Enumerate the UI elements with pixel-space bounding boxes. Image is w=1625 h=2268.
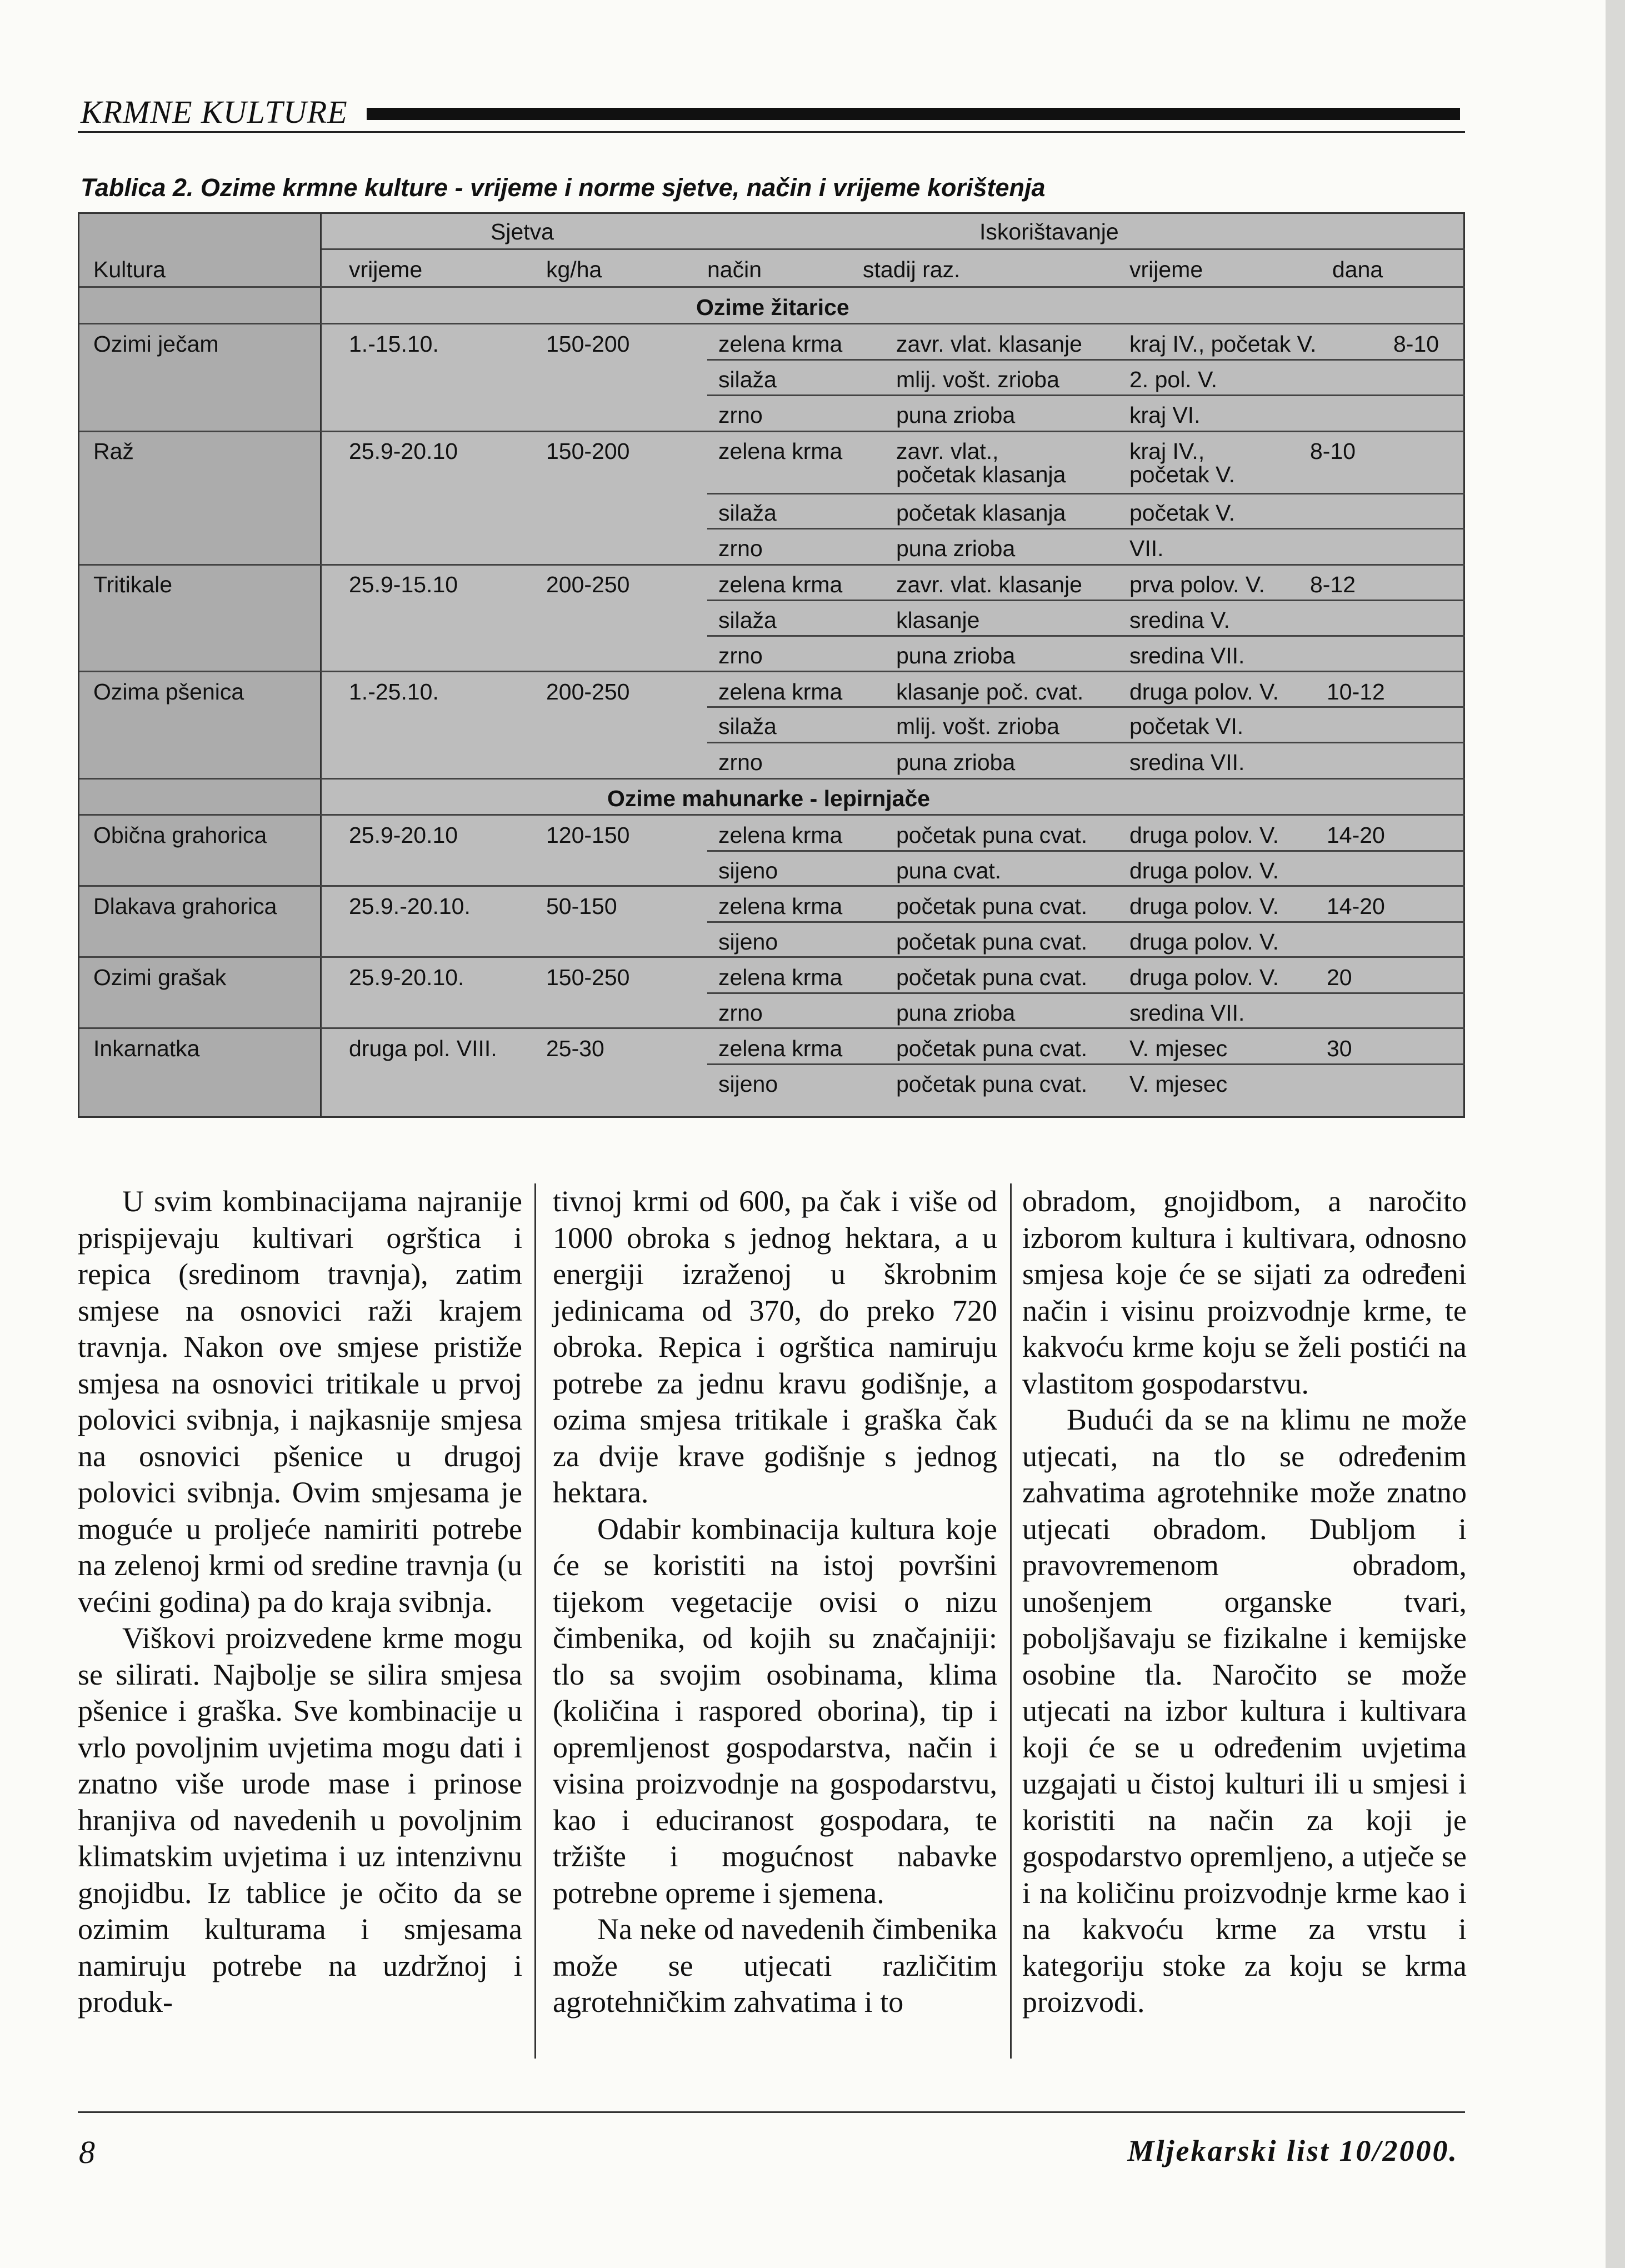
table-cell: početak V. [1129,500,1235,526]
table-cell: sredina VII. [1129,750,1245,775]
table-cell: druga polov. V. [1129,822,1279,848]
table-cell: silaža [718,607,777,633]
table-cell: zrno [718,643,763,668]
table-cell: 25.9.-20.10. [349,893,471,919]
table-cell: zelena krma [718,438,843,464]
table-cell: zelena krma [718,679,843,705]
sjetva-group-header: Sjetva [491,219,554,244]
rule [707,359,1465,361]
rule [79,814,1465,816]
table-cell: 150-200 [546,438,630,464]
table-cell: mlij. vošt. zrioba [896,713,1059,739]
col-header-kgha: kg/ha [546,257,602,282]
table-cell: silaža [718,713,777,739]
section-title: KRMNE KULTURE [81,94,348,130]
table-cell: zelena krma [718,1036,843,1061]
rule [707,850,1465,852]
table-cell: zrno [718,1000,763,1026]
table-cell: početak puna cvat. [896,822,1088,848]
table-cell: zavr. vlat. klasanje [896,572,1082,597]
paragraph: obradom, gnojidbom, a naročito izborom kultura i kultivara, odnosno smjesa koje će se sijati za određeni način i visinu proizvodnje krme, te kakvoću krme koju se želi postići na vlastitom gospodarstvu. [1022,1185,1467,1400]
header-bar [367,108,1460,120]
table-cell: 2. pol. V. [1129,367,1218,392]
table-cell: početak klasanja [896,500,1066,526]
table-cell: klasanje [896,607,980,633]
table-cell: zrno [718,750,763,775]
table-cell: mlij. vošt. zrioba [896,367,1059,392]
rule [322,248,1465,250]
table-cell: Inkarnatka [93,1036,200,1061]
table-cell: zelena krma [718,331,843,357]
table-cell: 150-250 [546,965,630,990]
table-cell: puna zrioba [896,1000,1016,1026]
table-cell: prva polov. V. [1129,572,1265,597]
table-cell: 120-150 [546,822,630,848]
table-cell: zelena krma [718,893,843,919]
text-column-2 [553,1183,997,2021]
table-cell: druga polov. V. [1129,965,1279,990]
paragraph: Odabir kombinacija kultura koje će se koristiti na istoj površini tijekom vegetacije ovisi o nizu čimbenika, od kojih su značajniji: tlo sa svojim osobinama, klima (količina i raspored oborina), tip i opremljenost gospodarstva, način i visina proizvodnje na gospodarstvu, kao i educiranost gospodara, te tržište i mogućnost nabavke potrebne opreme i sjemena. [553,1512,997,1910]
table-cell: druga polov. V. [1129,858,1279,883]
header-rule [78,131,1465,133]
rule [79,323,1465,324]
table-cell: 1.-15.10. [349,331,439,357]
paragraph: Viškovi proizvedene krme mogu se silirati. Najbolje se silira smjesa pšenice i graška. Sve kombinacije u vrlo povoljnim uvjetima mogu dati i znatno više urode mase i prinose hranjiva od navedenih u povoljnim klimatskim uvjetima i uz intenzivnu gnojidbu. Iz tablice je očito da se ozimim kulturama i smjesama namiruju potrebe na uzdržnoj i produk- [78,1621,522,2019]
rule [79,778,1465,780]
col-header-nacin: način [707,257,762,282]
table-cell: puna zrioba [896,402,1016,428]
rule [79,286,1465,288]
section-heading: Ozime mahunarke - lepirnjače [607,786,931,811]
journal-name: Mljekarski list 10/2000. [1127,2134,1458,2167]
table-cell: druga pol. VIII. [349,1036,497,1061]
table-cell: 200-250 [546,572,630,597]
table-cell: puna zrioba [896,750,1016,775]
table-cell: početak klasanja [896,462,1066,487]
table-cell: Raž [93,438,134,464]
rule [707,992,1465,994]
table-cell: 10-12 [1327,679,1385,705]
rule [707,394,1465,396]
table-cell: zelena krma [718,822,843,848]
paragraph: tivnoj krmi od 600, pa čak i više od 1000 obroka s jednog hektara, a u energiji izraženoj u škrobnim jedinicama od 370, do preko 720 obroka. Repica i ogrštica namiruju potrebe za jednu kravu godišnje, a ozima smjesa tritikale i graška čak za dvije krave godišnje s jednog hektara. [553,1185,997,1509]
iskoristavanje-group-header: Iskorištavanje [979,219,1119,244]
table-cell: 150-200 [546,331,630,357]
table-cell: 8-12 [1310,572,1356,597]
table-cell: sredina VII. [1129,1000,1245,1026]
table-cell: Tritikale [93,572,172,597]
table-cell: 25.9-20.10. [349,965,464,990]
table-cell: 14-20 [1327,822,1385,848]
table-cell: puna cvat. [896,858,1002,883]
rule [707,1063,1465,1065]
table-cell: klasanje poč. cvat. [896,679,1084,705]
table-cell: početak puna cvat. [896,929,1088,955]
rule [79,431,1465,432]
table-cell: početak VI. [1129,713,1244,739]
rule [707,493,1465,494]
table-cell: 25.9-15.10 [349,572,458,597]
table-cell: zavr. vlat., [896,438,999,464]
table-cell: zavr. vlat. klasanje [896,331,1082,357]
table-cell: zrno [718,402,763,428]
rule [79,885,1465,887]
table-cell: kraj IV., početak V. [1129,331,1317,357]
table-cell: 20 [1327,965,1352,990]
text-column-1 [78,1183,522,2021]
col-header-stadij: stadij raz. [863,257,961,282]
table-caption: Tablica 2. Ozime krmne kulture - vrijeme i norme sjetve, način i vrijeme korištenja [81,173,1046,202]
table-cell: VII. [1129,536,1164,561]
table-cell: sijeno [718,929,778,955]
table-cell: 25-30 [546,1036,604,1061]
page-number: 8 [79,2134,95,2170]
table-cell: Dlakava grahorica [93,893,277,919]
column-divider [534,1183,536,2059]
section-heading: Ozime žitarice [696,294,849,320]
data-table [78,212,1465,1118]
rule [79,671,1465,672]
col-header-iskor-vrijeme: vrijeme [1129,257,1203,282]
table-cell: puna zrioba [896,643,1016,668]
table-cell: Ozima pšenica [93,679,244,705]
rule [79,564,1465,566]
table-cell: zrno [718,536,763,561]
table-cell: silaža [718,367,777,392]
table-cell: 14-20 [1327,893,1385,919]
scan-edge [1606,0,1625,2268]
table-cell: silaža [718,500,777,526]
table-cell: Obična grahorica [93,822,267,848]
table-cell: 25.9-20.10 [349,822,458,848]
table-cell: Ozimi grašak [93,965,227,990]
table-cell: početak puna cvat. [896,893,1088,919]
table-cell: 200-250 [546,679,630,705]
rule [707,600,1465,601]
table-cell: 1.-25.10. [349,679,439,705]
text-column-3 [1022,1183,1467,2021]
table-cell: 25.9-20.10 [349,438,458,464]
footer-rule [78,2111,1465,2113]
rule [79,1027,1465,1029]
table-cell: početak V. [1129,462,1235,487]
table-cell: puna zrioba [896,536,1016,561]
col-header-dana: dana [1332,257,1383,282]
rule [707,921,1465,923]
table-cell: kraj IV., [1129,438,1205,464]
table-cell: druga polov. V. [1129,929,1279,955]
table-cell: druga polov. V. [1129,679,1279,705]
col-header-kultura: Kultura [93,257,166,282]
table-cell: početak puna cvat. [896,1071,1088,1097]
table-cell: zelena krma [718,572,843,597]
rule [707,742,1465,743]
table-cell: 50-150 [546,893,617,919]
paragraph: Na neke od navedenih čimbenika može se utjecati različitim agrotehničkim zahvatima i to [553,1912,997,2019]
table-cell: kraj VI. [1129,402,1201,428]
table-cell: sredina VII. [1129,643,1245,668]
paragraph: Budući da se na klimu ne može utjecati, na tlo se određenim zahvatima agrotehnike može znatno utjecati obradom. Dubljom i pravovremenom obradom, unošenjem organske tvari, poboljšavaju se fizikalne i kemijske osobine tla. Naročito se može utjecati na izbor kultura i kultivara koji će se u određenim uvjetima uzgajati u čistoj kulturi ili u smjesi i koristiti na način za koji je gospodarstvo opremljeno, a utječe se i na količinu proizvodnje krme kao i na kakvoću krme za vrstu i kategoriju stoke za koju se krma proizvodi. [1022,1403,1467,2019]
paragraph: U svim kombinacijama najranije prispijevaju kultivari ogrštica i repica (sredinom travnja), zatim smjese na osnovici raži krajem travnja. Nakon ove smjese pristiže smjesa na osnovici tritikale u prvoj polovici svibnja, i najkasnije smjesa na osnovici pšenice u drugoj polovici svibnja. Ovim smjesama je moguće u proljeće namiriti potrebe na zelenoj krmi od sredine travnja (u većini godina) pa do kraja svibnja. [78,1185,522,1618]
table-cell: sijeno [718,1071,778,1097]
table-cell: sijeno [718,858,778,883]
rule [79,956,1465,958]
table-cell: V. mjesec [1129,1036,1228,1061]
rule [707,528,1465,529]
table-cell: 8-10 [1393,331,1439,357]
table-cell: početak puna cvat. [896,965,1088,990]
table-cell: zelena krma [718,965,843,990]
col-header-sjetva-vrijeme: vrijeme [349,257,423,282]
table-cell: Ozimi ječam [93,331,219,357]
column-divider [1010,1183,1012,2059]
table-cell: 8-10 [1310,438,1356,464]
table-cell: sredina V. [1129,607,1230,633]
table-cell: V. mjesec [1129,1071,1228,1097]
table-cell: 30 [1327,1036,1352,1061]
rule [707,706,1465,708]
table-cell: početak puna cvat. [896,1036,1088,1061]
table-cell: druga polov. V. [1129,893,1279,919]
rule [707,635,1465,637]
